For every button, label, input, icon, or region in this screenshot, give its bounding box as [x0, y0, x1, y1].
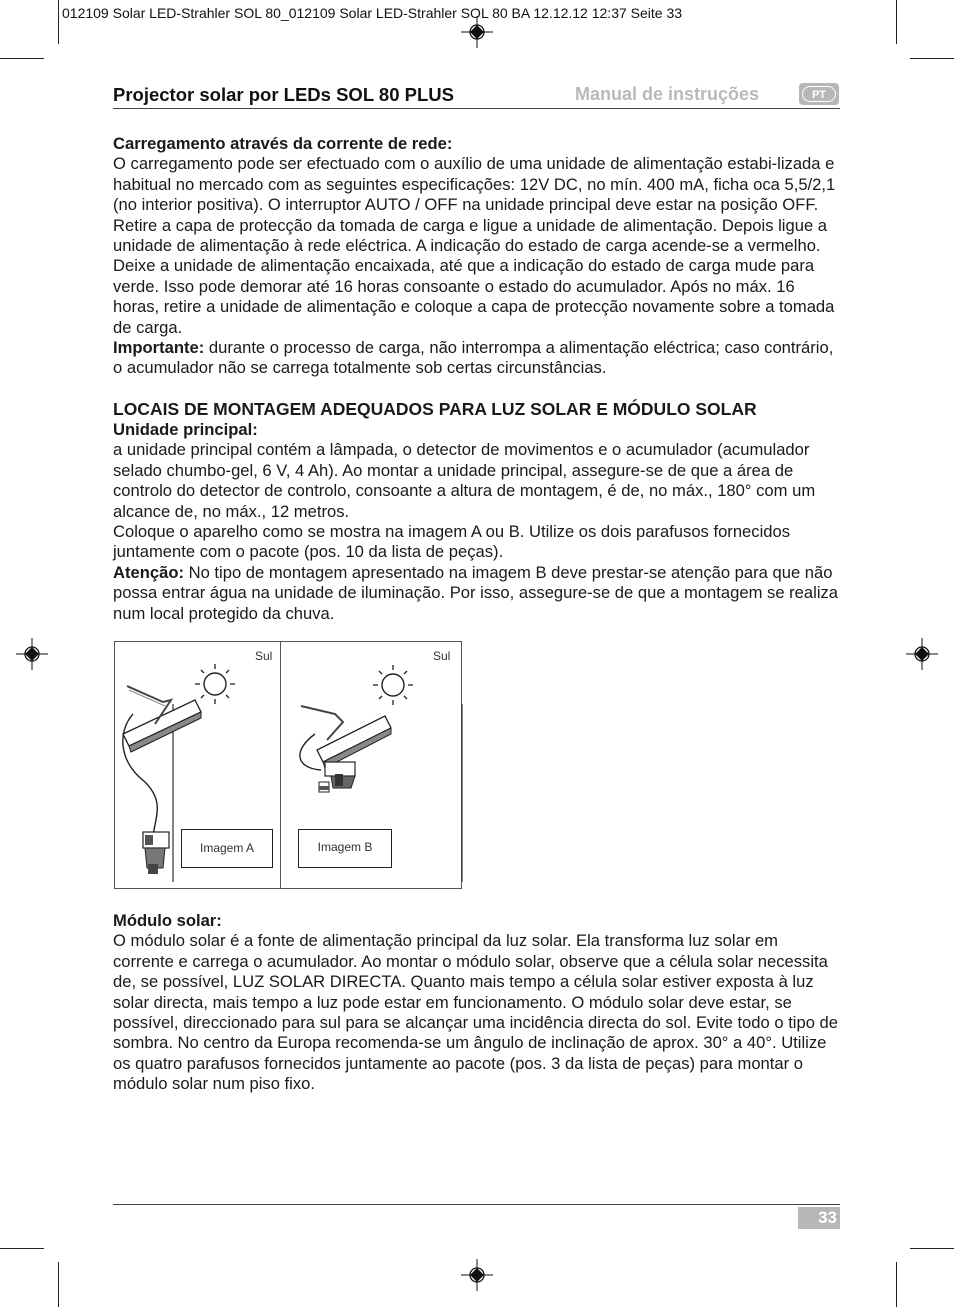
registration-mark-icon — [16, 638, 48, 670]
crop-mark — [0, 58, 44, 59]
main-content — [113, 134, 843, 624]
header-divider — [113, 108, 840, 109]
charging-important — [113, 338, 843, 379]
module-heading: Módulo solar: — [113, 911, 222, 930]
mounting-heading: LOCAIS DE MONTAGEM ADEQUADOS PARA LUZ SOLAR E MÓDULO SOLAR — [113, 398, 757, 419]
charging-body: O carregamento pode ser efectuado com o auxílio de uma unidade de alimentação estabi-lizada e habitual no mercado com as seguintes especificações: 12V DC, no mín. 400 mA, ficha oca 5,5/2,1 (no interior positiva). O interruptor AUTO / OFF na unidade principal deve estar na posição OFF. Retire a capa de protecção da tomada de carga e ligue a unidade de alimentação. Depois ligue a unidade de alimentação à rede eléctrica. A indicação do estado de carga acende-se a vermelho. Deixe a unidade de alimentação encaixada, até que a indicação do estado de carga mude para verde. Isso pode demorar até 16 horas consoante o estado do acumulador. Após no máx. 16 horas, retire a unidade de alimentação e coloque a capa de protecção novamente sobre a tomada de carga. — [113, 154, 836, 337]
attention-text: No tipo de montagem apresentado na imagem B deve prestar-se atenção para que não possa entrar água na unidade de iluminação. Por isso, assegure-se de que a montagem se realiza num local protegido da chuva. — [113, 562, 839, 623]
charging-heading: Carregamento através da corrente de rede: — [113, 134, 453, 153]
important-label: Importante: — [113, 338, 205, 358]
image-b-caption: Imagem B — [298, 829, 392, 868]
crop-mark — [0, 1248, 44, 1249]
language-code: PT — [802, 86, 836, 102]
image-a-caption: Imagem A — [181, 829, 273, 868]
footer-divider — [113, 1204, 840, 1205]
south-label-a: Sul — [255, 649, 273, 663]
solar-module-section — [113, 911, 843, 1095]
crop-mark — [910, 58, 954, 59]
language-badge — [799, 83, 839, 105]
mounting-figure — [114, 641, 462, 889]
attention-note — [113, 563, 843, 624]
south-label-b: Sul — [433, 649, 451, 663]
manual-subtitle: Manual de instruções — [575, 84, 760, 104]
registration-mark-icon — [461, 16, 493, 48]
important-text: durante o processo de carga, não interrompa a alimentação eléctrica; caso contrário, o acumulador não se carrega totalmente sob certas circunstâncias. — [113, 338, 834, 378]
print-slug: 012109 Solar LED-Strahler SOL 80_012109 Solar LED-Strahler SOL 80 BA 12.12.12 12:37 Seite 33 — [62, 5, 683, 21]
page-header — [113, 80, 840, 110]
attention-label: Atenção: — [113, 562, 184, 582]
page-number: 33 — [798, 1207, 840, 1229]
registration-mark-icon — [461, 1259, 493, 1291]
crop-mark — [896, 1262, 897, 1307]
crop-mark — [58, 0, 59, 44]
crop-mark — [58, 1262, 59, 1307]
module-body: O módulo solar é a fonte de alimentação principal da luz solar. Ela transforma luz solar em corrente e carrega o acumulador. Ao montar o módulo solar, observe que a célula solar necessita de, se possível, LUZ SOLAR DIRECTA. Quanto mais tempo a célula solar estiver exposta à luz solar directa, mais tempo a luz pode estar em funcionamento. O módulo solar deve estar, se possível, direccionado para sul para se alcançar uma incidência directa do sol. Evite todo o tipo de sombra. No centro da Europa recomenda-se um ângulo de inclinação de aprox. 30° a 40°. Utilize os quatro parafusos fornecidos juntamente ao pacote (pos. 3 da lista de peças) para montar o módulo solar num piso fixo. — [113, 931, 839, 1094]
crop-mark — [896, 0, 897, 44]
crop-mark — [910, 1248, 954, 1249]
mounting-instruction: Coloque o aparelho como se mostra na imagem A ou B. Utilize os dois parafusos fornecidos juntamente com o pacote (pos. 10 da lista de peças). — [113, 521, 791, 562]
registration-mark-icon — [906, 638, 938, 670]
page-title: Projector solar por LEDs SOL 80 PLUS — [113, 84, 454, 105]
main-unit-heading: Unidade principal: — [113, 419, 258, 439]
main-unit-body: a unidade principal contém a lâmpada, o detector de movimentos e o acumulador (acumulador selado chumbo-gel, 6 V, 4 Ah). Ao montar a unidade principal, assegure-se de que a área de controlo do detector de controlo, consoante a altura de montagem, é de, no máx., 180° com um alcance de, no máx., 12 metros. — [113, 440, 816, 521]
